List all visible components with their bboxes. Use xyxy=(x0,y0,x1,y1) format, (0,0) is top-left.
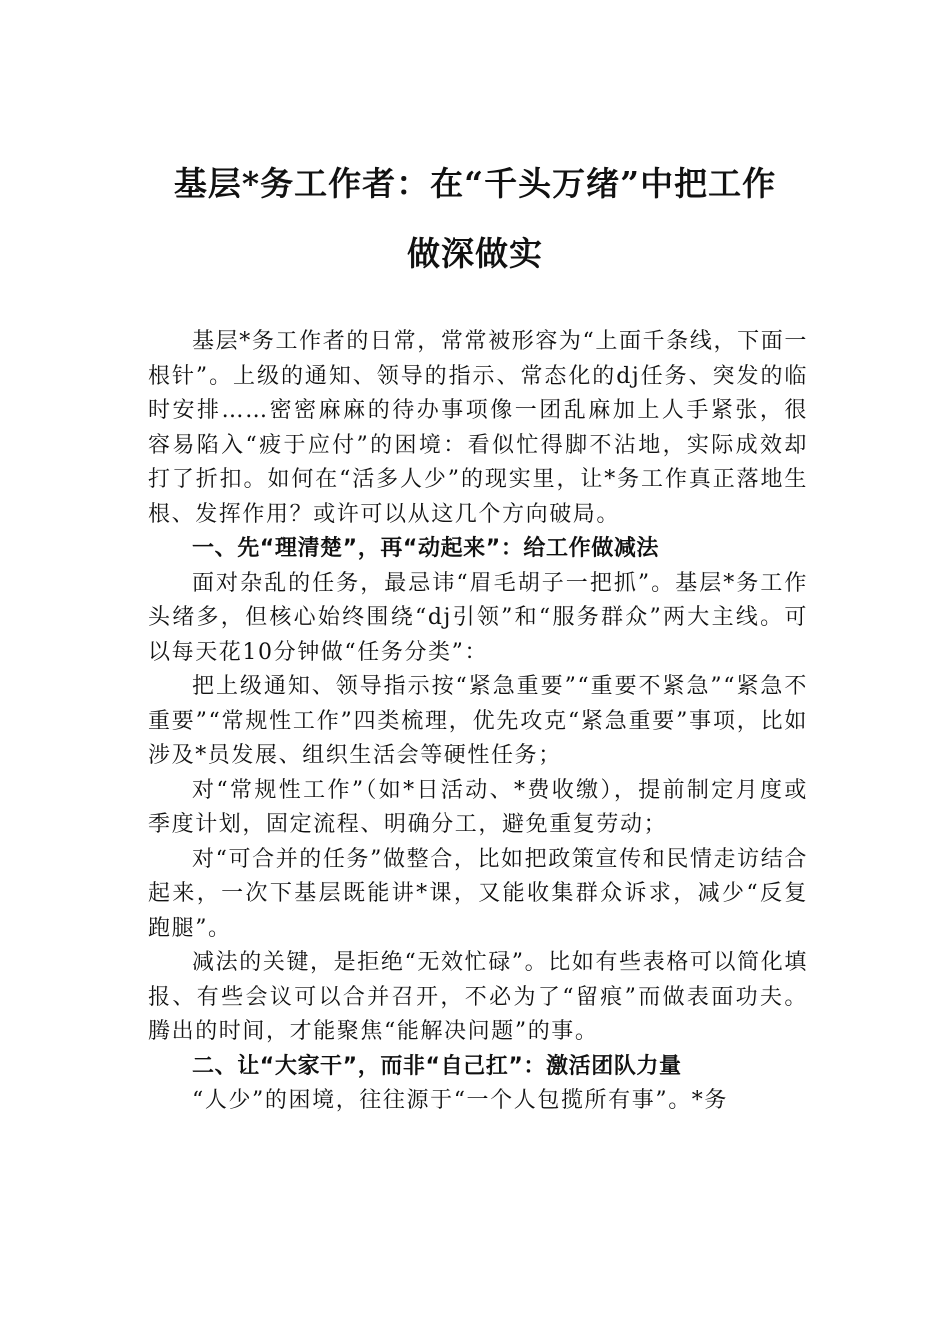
paragraph: 对“常规性工作”（如*日活动、*费收缴），提前制定月度或季度计划，固定流程、明确分工，避免重复劳动； xyxy=(148,777,808,837)
paragraph: 面对杂乱的任务，最忌讳“眉毛胡子一把抓”。基层*务工作头绪多，但核心始终围绕“dj引领”和“服务群众”两大主线。可以每天花10分钟做“任务分类”： xyxy=(148,570,808,665)
paragraph: 把上级通知、领导指示按“紧急重要”“重要不紧急”“紧急不重要”“常规性工作”四类梳理，优先攻克“紧急重要”事项，比如涉及*员发展、组织生活会等硬性任务； xyxy=(148,674,808,768)
paragraph: 减法的关键，是拒绝“无效忙碌”。比如有些表格可以简化填报、有些会议可以合并召开，不必为了“留痕”而做表面功夫。腾出的时间，才能聚焦“能解决问题”的事。 xyxy=(148,950,808,1044)
document-title-line-1: 基层*务工作者：在“千头万绪”中把工作 xyxy=(173,164,777,203)
paragraph: “人少”的困境，往往源于“一个人包揽所有事”。*务 xyxy=(192,1088,728,1113)
section-heading-1: 一、先“理清楚”，再“动起来”：给工作做减法 xyxy=(192,536,660,561)
document-body xyxy=(148,325,808,1119)
document-title-line-2: 做深做实 xyxy=(407,234,543,273)
paragraph: 对“可合并的任务”做整合，比如把政策宣传和民情走访结合起来，一次下基层既能讲*课，又能收集群众诉求，减少“反复跑腿”。 xyxy=(148,846,808,941)
section-heading-2: 二、让“大家干”，而非“自己扛”：激活团队力量 xyxy=(192,1053,682,1079)
paragraph-intro: 基层*务工作者的日常，常常被形容为“上面千条线，下面一根针”。上级的通知、领导的指示、常态化的dj任务、突发的临时安排……密密麻麻的待办事项像一团乱麻加上人手紧张，很容易陷入“疲于应付”的困境：看似忙得脚不沾地，实际成效却打了折扣。如何在“活多人少”的现实里，让*务工作真正落地生根、发挥作用？或许可以从这几个方向破局。 xyxy=(148,329,808,527)
